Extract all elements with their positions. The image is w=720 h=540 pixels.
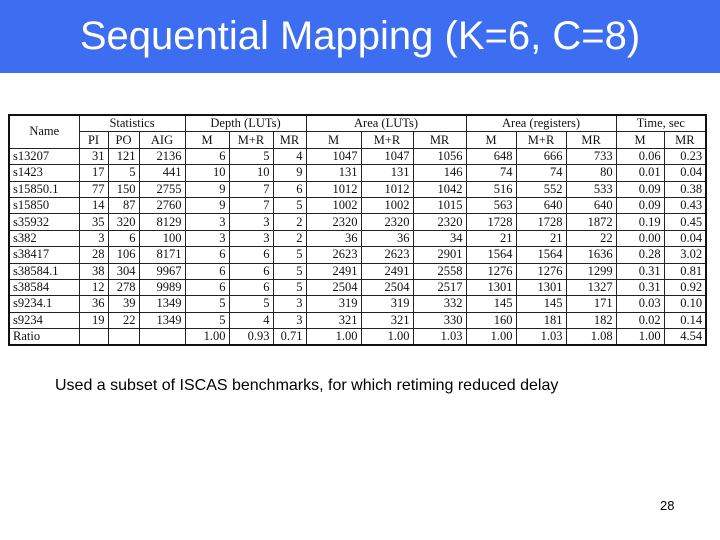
table-cell: 6 bbox=[185, 247, 229, 263]
table-cell: 3 bbox=[185, 230, 229, 246]
column-header: M+R bbox=[361, 132, 413, 148]
column-header: MR bbox=[664, 132, 706, 148]
table-cell: 31 bbox=[79, 148, 108, 164]
page-number: 28 bbox=[660, 498, 675, 513]
table-cell: 2320 bbox=[413, 214, 466, 230]
table-cell: 0.38 bbox=[664, 181, 706, 197]
table-cell: 22 bbox=[108, 312, 139, 328]
table-cell: 38 bbox=[79, 263, 108, 279]
table-cell: 0.09 bbox=[616, 181, 664, 197]
table-cell: 8171 bbox=[139, 247, 185, 263]
row-name-cell: s15850 bbox=[9, 197, 79, 213]
row-name-cell: s13207 bbox=[9, 148, 79, 164]
table-cell: 1636 bbox=[566, 247, 616, 263]
table-cell: 87 bbox=[108, 197, 139, 213]
table-cell: 0.06 bbox=[616, 148, 664, 164]
column-header: AIG bbox=[139, 132, 185, 148]
table-cell: 1.00 bbox=[466, 329, 516, 346]
group-header: Area (LUTs) bbox=[306, 115, 466, 132]
column-header: MR bbox=[566, 132, 616, 148]
table-cell: 80 bbox=[566, 165, 616, 181]
table-cell: 2504 bbox=[306, 279, 361, 295]
table-cell: 6 bbox=[229, 279, 273, 295]
table-cell: 106 bbox=[108, 247, 139, 263]
table-row bbox=[9, 279, 706, 295]
table-cell: 5 bbox=[108, 165, 139, 181]
column-header: PI bbox=[79, 132, 108, 148]
table-cell: 5 bbox=[273, 279, 306, 295]
group-header: Statistics bbox=[79, 115, 185, 132]
table-cell: 0.81 bbox=[664, 263, 706, 279]
table-cell: 6 bbox=[229, 247, 273, 263]
table-cell: 1015 bbox=[413, 197, 466, 213]
table-cell: 9989 bbox=[139, 279, 185, 295]
table-cell: 0.31 bbox=[616, 263, 664, 279]
row-name-cell: s382 bbox=[9, 230, 79, 246]
table-cell: 516 bbox=[466, 181, 516, 197]
table-cell: 0.00 bbox=[616, 230, 664, 246]
table-cell: 278 bbox=[108, 279, 139, 295]
table-cell: 2320 bbox=[306, 214, 361, 230]
table-cell bbox=[108, 329, 139, 346]
table-cell: 1299 bbox=[566, 263, 616, 279]
table-cell: 131 bbox=[361, 165, 413, 181]
row-name-cell: s9234.1 bbox=[9, 296, 79, 312]
table-cell: 304 bbox=[108, 263, 139, 279]
table-cell: 0.45 bbox=[664, 214, 706, 230]
table-cell: 320 bbox=[108, 214, 139, 230]
table-cell: 74 bbox=[516, 165, 566, 181]
table-cell: 9967 bbox=[139, 263, 185, 279]
table-row bbox=[9, 263, 706, 279]
table-cell: 2491 bbox=[306, 263, 361, 279]
table-cell: 1.00 bbox=[616, 329, 664, 346]
table-cell: 1276 bbox=[516, 263, 566, 279]
table-cell: 332 bbox=[413, 296, 466, 312]
table-cell: 28 bbox=[79, 247, 108, 263]
table-cell: 5 bbox=[273, 263, 306, 279]
table-cell: 3 bbox=[229, 214, 273, 230]
table-row bbox=[9, 247, 706, 263]
table-cell: 1.03 bbox=[516, 329, 566, 346]
table-cell: 2517 bbox=[413, 279, 466, 295]
table-cell: 1.08 bbox=[566, 329, 616, 346]
table-cell: 1276 bbox=[466, 263, 516, 279]
table-cell: 21 bbox=[516, 230, 566, 246]
slide-title: Sequential Mapping (K=6, C=8) bbox=[79, 14, 641, 58]
table-cell: 1728 bbox=[466, 214, 516, 230]
group-header: Area (registers) bbox=[466, 115, 616, 132]
table-cell: 19 bbox=[79, 312, 108, 328]
table-cell: 1349 bbox=[139, 312, 185, 328]
table-row bbox=[9, 296, 706, 312]
table-cell: 3 bbox=[273, 296, 306, 312]
table-cell: 6 bbox=[273, 181, 306, 197]
table-cell: 2623 bbox=[361, 247, 413, 263]
caption: Used a subset of ISCAS benchmarks, for which retiming reduced delay bbox=[55, 377, 559, 394]
table-cell: 4.54 bbox=[664, 329, 706, 346]
table-cell bbox=[79, 329, 108, 346]
table-cell: 1042 bbox=[413, 181, 466, 197]
results-table-container bbox=[8, 114, 705, 346]
table-cell: 1056 bbox=[413, 148, 466, 164]
results-table bbox=[8, 114, 707, 346]
table-cell: 7 bbox=[229, 197, 273, 213]
table-cell: 3 bbox=[273, 312, 306, 328]
table-cell: 1012 bbox=[361, 181, 413, 197]
table-cell: 533 bbox=[566, 181, 616, 197]
column-header: M bbox=[616, 132, 664, 148]
table-cell: 9 bbox=[273, 165, 306, 181]
table-cell: 640 bbox=[566, 197, 616, 213]
row-name-cell: s9234 bbox=[9, 312, 79, 328]
table-row bbox=[9, 214, 706, 230]
table-cell: 14 bbox=[79, 197, 108, 213]
table-cell: 648 bbox=[466, 148, 516, 164]
ratio-row bbox=[9, 329, 706, 346]
table-cell: 5 bbox=[185, 312, 229, 328]
column-header: PO bbox=[108, 132, 139, 148]
table-cell: 2558 bbox=[413, 263, 466, 279]
table-cell: 21 bbox=[466, 230, 516, 246]
table-cell: 7 bbox=[229, 181, 273, 197]
table-row bbox=[9, 230, 706, 246]
table-cell: 0.31 bbox=[616, 279, 664, 295]
table-cell: 0.09 bbox=[616, 197, 664, 213]
table-cell: 0.23 bbox=[664, 148, 706, 164]
table-cell: 0.14 bbox=[664, 312, 706, 328]
table-cell: 1301 bbox=[516, 279, 566, 295]
table-cell: 1047 bbox=[306, 148, 361, 164]
table-body bbox=[9, 148, 706, 345]
table-cell: 3 bbox=[79, 230, 108, 246]
table-cell: 1872 bbox=[566, 214, 616, 230]
table-cell: 3 bbox=[229, 230, 273, 246]
subheader-row bbox=[9, 132, 706, 148]
table-cell: 6 bbox=[185, 263, 229, 279]
table-cell: 0.92 bbox=[664, 279, 706, 295]
table-cell: 150 bbox=[108, 181, 139, 197]
table-cell: 733 bbox=[566, 148, 616, 164]
table-cell: 4 bbox=[273, 148, 306, 164]
table-cell: 1301 bbox=[466, 279, 516, 295]
row-name-cell: s1423 bbox=[9, 165, 79, 181]
table-cell: 1564 bbox=[516, 247, 566, 263]
table-cell: 36 bbox=[79, 296, 108, 312]
table-cell: 2623 bbox=[306, 247, 361, 263]
table-cell: 321 bbox=[361, 312, 413, 328]
row-name-cell: Ratio bbox=[9, 329, 79, 346]
column-header: M+R bbox=[516, 132, 566, 148]
table-cell: 321 bbox=[306, 312, 361, 328]
table-cell: 5 bbox=[229, 148, 273, 164]
table-cell: 160 bbox=[466, 312, 516, 328]
table-cell: 5 bbox=[229, 296, 273, 312]
table-cell: 1728 bbox=[516, 214, 566, 230]
table-cell: 6 bbox=[108, 230, 139, 246]
table-cell: 0.02 bbox=[616, 312, 664, 328]
table-cell bbox=[139, 329, 185, 346]
group-header-row bbox=[9, 115, 706, 132]
table-row bbox=[9, 148, 706, 164]
table-cell: 2901 bbox=[413, 247, 466, 263]
table-cell: 0.10 bbox=[664, 296, 706, 312]
table-cell: 1002 bbox=[306, 197, 361, 213]
table-cell: 1.00 bbox=[185, 329, 229, 346]
table-cell: 4 bbox=[229, 312, 273, 328]
title-bar bbox=[0, 0, 720, 73]
table-cell: 121 bbox=[108, 148, 139, 164]
column-header: M+R bbox=[229, 132, 273, 148]
table-cell: 552 bbox=[516, 181, 566, 197]
table-cell: 171 bbox=[566, 296, 616, 312]
table-row bbox=[9, 312, 706, 328]
column-header: M bbox=[466, 132, 516, 148]
row-name-cell: s15850.1 bbox=[9, 181, 79, 197]
table-cell: 1.00 bbox=[306, 329, 361, 346]
table-cell: 563 bbox=[466, 197, 516, 213]
group-header: Time, sec bbox=[616, 115, 706, 132]
table-cell: 182 bbox=[566, 312, 616, 328]
table-cell: 1327 bbox=[566, 279, 616, 295]
table-cell: 77 bbox=[79, 181, 108, 197]
table-cell: 74 bbox=[466, 165, 516, 181]
table-cell: 10 bbox=[185, 165, 229, 181]
table-cell: 36 bbox=[361, 230, 413, 246]
row-name-cell: s38417 bbox=[9, 247, 79, 263]
table-cell: 10 bbox=[229, 165, 273, 181]
table-cell: 145 bbox=[466, 296, 516, 312]
table-cell: 36 bbox=[306, 230, 361, 246]
table-cell: 1.03 bbox=[413, 329, 466, 346]
table-cell: 640 bbox=[516, 197, 566, 213]
table-cell: 2760 bbox=[139, 197, 185, 213]
table-cell: 6 bbox=[229, 263, 273, 279]
table-cell: 1564 bbox=[466, 247, 516, 263]
table-cell: 100 bbox=[139, 230, 185, 246]
table-cell: 666 bbox=[516, 148, 566, 164]
table-cell: 2755 bbox=[139, 181, 185, 197]
table-cell: 5 bbox=[273, 247, 306, 263]
table-row bbox=[9, 181, 706, 197]
table-cell: 39 bbox=[108, 296, 139, 312]
table-cell: 1012 bbox=[306, 181, 361, 197]
column-header: MR bbox=[413, 132, 466, 148]
table-cell: 3.02 bbox=[664, 247, 706, 263]
table-cell: 2 bbox=[273, 230, 306, 246]
table-cell: 2 bbox=[273, 214, 306, 230]
table-cell: 5 bbox=[273, 197, 306, 213]
name-header: Name bbox=[9, 115, 79, 148]
table-cell: 1002 bbox=[361, 197, 413, 213]
column-header: MR bbox=[273, 132, 306, 148]
table-cell: 0.71 bbox=[273, 329, 306, 346]
table-cell: 131 bbox=[306, 165, 361, 181]
table-cell: 319 bbox=[306, 296, 361, 312]
row-name-cell: s38584.1 bbox=[9, 263, 79, 279]
row-name-cell: s38584 bbox=[9, 279, 79, 295]
table-cell: 12 bbox=[79, 279, 108, 295]
table-cell: 0.19 bbox=[616, 214, 664, 230]
table-cell: 17 bbox=[79, 165, 108, 181]
table-cell: 8129 bbox=[139, 214, 185, 230]
table-cell: 2136 bbox=[139, 148, 185, 164]
table-cell: 6 bbox=[185, 148, 229, 164]
table-cell: 2491 bbox=[361, 263, 413, 279]
table-cell: 0.43 bbox=[664, 197, 706, 213]
table-cell: 146 bbox=[413, 165, 466, 181]
table-cell: 0.93 bbox=[229, 329, 273, 346]
table-cell: 0.03 bbox=[616, 296, 664, 312]
table-cell: 181 bbox=[516, 312, 566, 328]
table-cell: 2504 bbox=[361, 279, 413, 295]
table-cell: 1349 bbox=[139, 296, 185, 312]
column-header: M bbox=[185, 132, 229, 148]
table-cell: 0.28 bbox=[616, 247, 664, 263]
table-cell: 145 bbox=[516, 296, 566, 312]
table-cell: 5 bbox=[185, 296, 229, 312]
table-cell: 0.04 bbox=[664, 230, 706, 246]
table-cell: 22 bbox=[566, 230, 616, 246]
table-cell: 0.04 bbox=[664, 165, 706, 181]
table-cell: 319 bbox=[361, 296, 413, 312]
table-cell: 9 bbox=[185, 181, 229, 197]
table-cell: 1.00 bbox=[361, 329, 413, 346]
column-header: M bbox=[306, 132, 361, 148]
table-cell: 1047 bbox=[361, 148, 413, 164]
table-cell: 34 bbox=[413, 230, 466, 246]
table-cell: 0.01 bbox=[616, 165, 664, 181]
table-cell: 9 bbox=[185, 197, 229, 213]
table-row bbox=[9, 197, 706, 213]
table-cell: 2320 bbox=[361, 214, 413, 230]
group-header: Depth (LUTs) bbox=[185, 115, 306, 132]
table-cell: 6 bbox=[185, 279, 229, 295]
table-cell: 3 bbox=[185, 214, 229, 230]
row-name-cell: s35932 bbox=[9, 214, 79, 230]
table-row bbox=[9, 165, 706, 181]
table-cell: 441 bbox=[139, 165, 185, 181]
table-cell: 35 bbox=[79, 214, 108, 230]
table-cell: 330 bbox=[413, 312, 466, 328]
